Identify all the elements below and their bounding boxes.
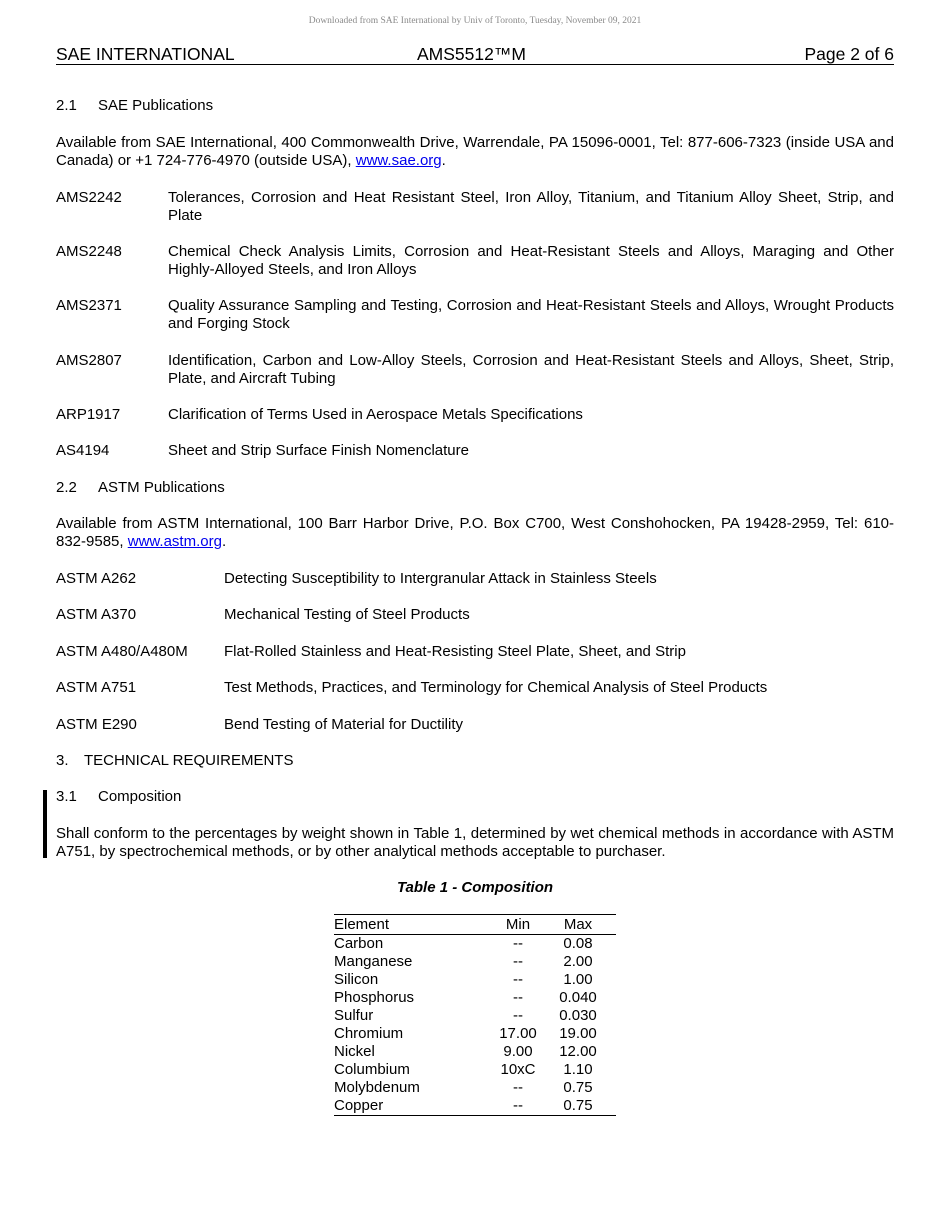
reference-code: ASTM A751 (56, 679, 137, 696)
header-org: SAE INTERNATIONAL (56, 44, 235, 64)
reference-description: Bend Testing of Material for Ductility (224, 716, 463, 733)
max-cell: 0.75 (563, 1079, 593, 1096)
table-row (334, 1097, 616, 1116)
column-header-max: Max (540, 915, 616, 935)
max-cell: 0.08 (563, 935, 593, 952)
section-title: SAE Publications (98, 97, 214, 114)
revision-change-bar (43, 790, 47, 858)
sae-intro-paragraph (56, 134, 894, 170)
reference-description: Sheet and Strip Surface Finish Nomenclature (168, 442, 469, 459)
reference-item (56, 297, 894, 333)
element-cell: Molybdenum (334, 1079, 420, 1096)
reference-item (56, 679, 894, 697)
min-cell: -- (513, 1079, 523, 1096)
section-heading-technical (56, 752, 894, 770)
max-cell: 0.030 (559, 1007, 597, 1024)
reference-code: AMS2242 (56, 189, 122, 206)
max-cell: 12.00 (559, 1043, 597, 1060)
reference-code: ARP1917 (56, 406, 121, 423)
reference-description: Mechanical Testing of Steel Products (224, 606, 470, 623)
table-row (334, 1079, 616, 1097)
reference-item (56, 716, 894, 734)
reference-code: ASTM A480/A480M (56, 643, 188, 660)
reference-description: Identification, Carbon and Low-Alloy Steels, Corrosion and Heat-Resistant Steels and Alloys, Sheet, Strip, Plate, and Aircraft Tubing (168, 352, 894, 387)
reference-description: Test Methods, Practices, and Terminology for Chemical Analysis of Steel Products (224, 679, 768, 696)
sae-intro-end: . (441, 152, 446, 169)
reference-code: AMS2807 (56, 352, 122, 369)
composition-paragraph: Shall conform to the percentages by weight shown in Table 1, determined by wet chemical methods in accordance with ASTM A751, by spectrochemical methods, or by other analytical methods acceptable to purchaser. (56, 825, 894, 860)
element-cell: Phosphorus (334, 989, 415, 1006)
min-cell: -- (513, 1097, 523, 1114)
reference-description: Detecting Susceptibility to Intergranular Attack in Stainless Steels (224, 570, 657, 587)
reference-description: Tolerances, Corrosion and Heat Resistant Steel, Iron Alloy, Titanium, and Titanium Alloy Sheet, Strip, and Plate (168, 189, 894, 224)
max-cell: 19.00 (559, 1025, 597, 1042)
reference-item (56, 606, 894, 624)
element-cell: Silicon (334, 971, 379, 988)
section-title: Composition (98, 788, 182, 805)
element-cell: Columbium (334, 1061, 410, 1078)
max-cell: 1.00 (563, 971, 593, 988)
reference-item (56, 570, 894, 588)
min-cell: 10xC (500, 1061, 536, 1078)
reference-description: Chemical Check Analysis Limits, Corrosion and Heat-Resistant Steels and Alloys, Maraging and Other Highly-Alloyed Steels, and Iron Alloys (168, 243, 894, 278)
table-row (334, 989, 616, 1007)
element-cell: Copper (334, 1097, 384, 1114)
astm-website-link[interactable]: www.astm.org (127, 533, 222, 550)
table-row (334, 935, 616, 954)
reference-code: ASTM A262 (56, 570, 137, 587)
section-title: ASTM Publications (98, 479, 225, 496)
section-number: 2.1 (56, 97, 77, 114)
composition-table (334, 914, 616, 1116)
max-cell: 1.10 (563, 1061, 593, 1078)
astm-intro-paragraph (56, 515, 894, 551)
table-row (334, 971, 616, 989)
min-cell: 17.00 (499, 1025, 537, 1042)
reference-description: Flat-Rolled Stainless and Heat-Resisting Steel Plate, Sheet, and Strip (224, 643, 686, 660)
reference-item (56, 643, 894, 661)
table-row (334, 1025, 616, 1043)
header-doc-id: AMS5512™M (417, 44, 526, 64)
section-heading-sae (56, 97, 894, 115)
element-cell: Nickel (334, 1043, 375, 1060)
download-note: Downloaded from SAE International by Univ of Toronto, Tuesday, November 09, 2021 (308, 16, 642, 26)
section-number: 3.1 (56, 788, 77, 805)
min-cell: -- (513, 935, 523, 952)
reference-code: AMS2248 (56, 243, 122, 260)
table-row (334, 1043, 616, 1061)
sae-intro-text: Available from SAE International, 400 Commonwealth Drive, Warrendale, PA 15096-0001, Tel: 877-606-7323 (inside USA and Canada) or +1 724-776-4970 (outside USA), (56, 134, 894, 169)
header-page-number: Page 2 of 6 (804, 44, 894, 64)
page-header (56, 44, 894, 65)
min-cell: -- (513, 953, 523, 970)
element-cell: Manganese (334, 953, 413, 970)
element-cell: Chromium (334, 1025, 404, 1042)
section-number: 3. (56, 752, 69, 769)
table-header-row (334, 915, 616, 935)
table-title: Table 1 - Composition (396, 879, 554, 896)
reference-item (56, 352, 894, 388)
section-title: TECHNICAL REQUIREMENTS (84, 752, 294, 769)
reference-code: ASTM E290 (56, 716, 137, 733)
element-cell: Sulfur (334, 1007, 374, 1024)
astm-intro-text: Available from ASTM International, 100 Barr Harbor Drive, P.O. Box C700, West Conshohocken, PA 19428-2959, Tel: 610-832-9585, (56, 515, 894, 550)
column-header-element: Element (334, 915, 496, 935)
reference-description: Clarification of Terms Used in Aerospace Metals Specifications (168, 406, 583, 423)
max-cell: 0.75 (563, 1097, 593, 1114)
min-cell: -- (513, 1007, 523, 1024)
sae-website-link[interactable]: www.sae.org (355, 152, 442, 169)
table-row (334, 1061, 616, 1079)
min-cell: -- (513, 971, 523, 988)
reference-item (56, 189, 894, 225)
column-header-min: Min (496, 915, 540, 935)
reference-code: ASTM A370 (56, 606, 137, 623)
reference-item (56, 442, 894, 460)
element-cell: Carbon (334, 935, 384, 952)
section-heading-composition (56, 788, 894, 806)
min-cell: -- (513, 989, 523, 1006)
reference-code: AMS2371 (56, 297, 122, 314)
astm-intro-end: . (221, 533, 227, 550)
reference-item (56, 243, 894, 279)
max-cell: 0.040 (559, 989, 597, 1006)
table-row (334, 1007, 616, 1025)
section-heading-astm (56, 479, 894, 497)
section-number: 2.2 (56, 479, 77, 496)
reference-code: AS4194 (56, 442, 110, 459)
reference-description: Quality Assurance Sampling and Testing, Corrosion and Heat-Resistant Steels and Alloys, Wrought Products and Forging Stock (168, 297, 894, 332)
table-row (334, 953, 616, 971)
min-cell: 9.00 (503, 1043, 533, 1060)
max-cell: 2.00 (563, 953, 593, 970)
reference-item (56, 406, 894, 424)
